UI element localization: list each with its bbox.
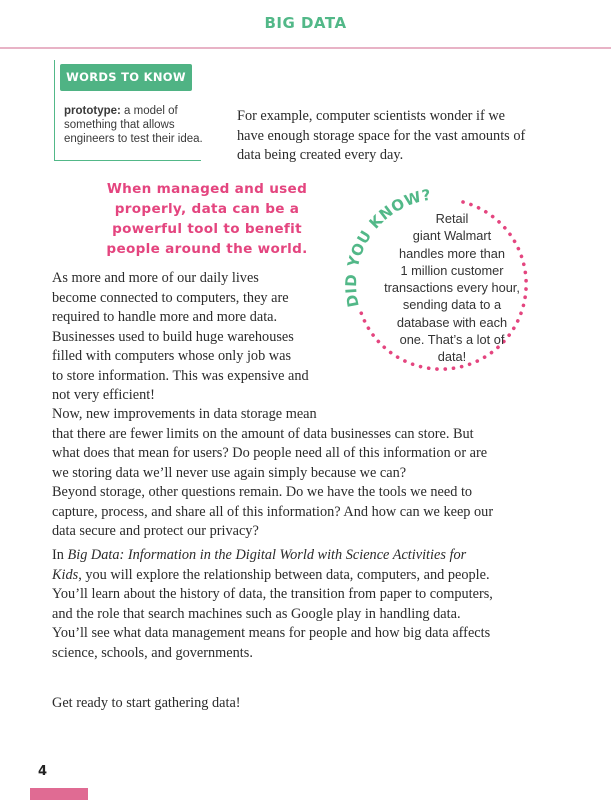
body-line: You’ll learn about the history of data, the transition from paper to computers,	[52, 586, 493, 602]
body-line: filled with computers whose only job was	[52, 348, 292, 364]
running-header: BIG DATA	[264, 14, 347, 32]
page-number: 4	[38, 764, 48, 779]
fact-line: transactions every hour,	[384, 280, 520, 296]
body-line: capture, process, and share all of this information? And how can we keep our	[52, 503, 494, 520]
intro-paragraph	[237, 107, 525, 166]
pull-quote-line: When managed and used	[106, 181, 308, 197]
body-line: Get ready to start gathering data!	[52, 695, 241, 711]
line-prefix: In	[52, 547, 68, 563]
body-line: to store information. This was expensive and	[52, 367, 309, 384]
body-paragraph-book-overview	[52, 546, 493, 663]
body-line: Businesses used to build huge warehouses	[52, 328, 294, 345]
pull-quote	[106, 179, 308, 259]
closing-paragraph	[52, 694, 241, 714]
pull-quote-line: properly, data can be a	[114, 201, 300, 217]
body-line: Beyond storage, other questions remain. Do we have the tools we need to	[52, 484, 473, 500]
header-divider	[0, 47, 611, 49]
body-line: data secure and protect our privacy?	[52, 523, 259, 539]
body-paragraph-questions	[52, 483, 493, 542]
fact-line: Retail	[435, 211, 469, 226]
fact-line: giant Walmart	[412, 228, 492, 244]
body-line: what does that mean for users? Do people need all of this information or are	[52, 445, 488, 461]
body-line: Now, new improvements in data storage mean	[52, 406, 317, 422]
pull-quote-line: powerful tool to benefit	[112, 221, 302, 237]
body-paragraph-improvements	[52, 405, 487, 483]
book-title: Big Data: Information in the Digital World with Science Activities for	[67, 547, 467, 563]
body-line: that there are fewer limits on the amount of data businesses can store. But	[52, 425, 474, 442]
fact-line: database with each	[396, 314, 508, 330]
body-line: You’ll see what data management means for people and how big data affects	[52, 625, 491, 641]
fact-line: handles more than	[399, 245, 505, 261]
footer-accent-bar	[30, 788, 88, 800]
body-line: As more and more of our daily lives	[52, 270, 259, 286]
fact-line: sending data to a	[402, 297, 502, 313]
body-line	[52, 566, 493, 586]
intro-line: data being created every day.	[237, 147, 404, 163]
definition-line-2: something that allows	[64, 119, 175, 131]
words-to-know-box	[54, 60, 201, 161]
body-line: and the role that search machines such as Google play in handling data.	[52, 605, 461, 622]
line-rest: , you will explore the relationship between data, computers, and people.	[78, 566, 490, 583]
body-line: become connected to computers, they are	[52, 289, 289, 306]
did-you-know-fact	[372, 210, 532, 366]
body-line	[52, 546, 493, 566]
did-you-know-heading: DID YOU KNOW?	[341, 185, 433, 309]
body-line: science, schools, and governments.	[52, 644, 253, 661]
intro-line: have enough storage space for the vast amounts of	[237, 127, 526, 144]
book-title-end: Kids	[52, 566, 79, 583]
glossary-definition	[64, 104, 204, 146]
words-to-know-heading: WORDS TO KNOW	[60, 64, 192, 91]
pull-quote-line: people around the world.	[106, 241, 308, 257]
body-line: required to handle more and more data.	[52, 309, 278, 325]
body-line: we storing data we’ll never use again simply because we can?	[52, 464, 407, 481]
definition-line-3: engineers to test their idea.	[64, 133, 203, 145]
glossary-term: prototype:	[64, 105, 121, 117]
body-paragraph-storage-history	[52, 269, 309, 406]
fact-line: data!	[437, 349, 467, 365]
intro-line: For example, computer scientists wonder if we	[237, 108, 505, 124]
fact-line: 1 million customer	[400, 262, 504, 278]
body-line: not very efficient!	[52, 387, 155, 403]
fact-line: one. That’s a lot of	[399, 332, 505, 348]
definition-line-1: a model of	[120, 105, 178, 117]
